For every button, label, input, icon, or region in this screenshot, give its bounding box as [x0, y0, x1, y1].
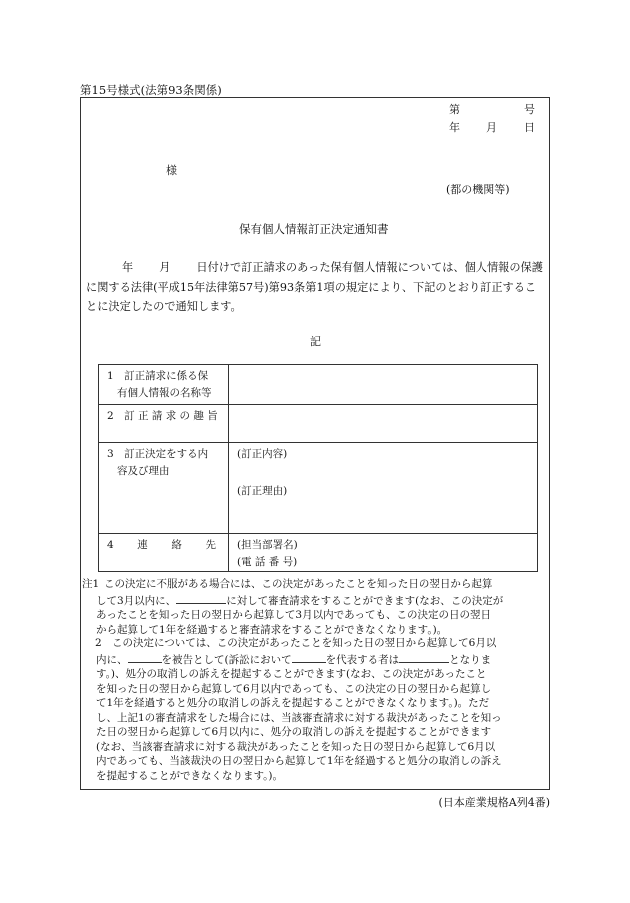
date-day: 日: [524, 121, 535, 134]
items-table: [98, 364, 538, 572]
body-text: 日付けで訂正請求のあった保有個人情報については、個人情報の保護に関する法律(平成15年法律第57号)第93条第1項の規定により、下記のとおり訂正することに決定したので通知します。: [86, 261, 543, 313]
date-year: 年: [449, 121, 460, 134]
body-month: 月: [159, 261, 171, 274]
ki-label: 記: [310, 335, 321, 348]
row2-label: 2 訂 正 請 求 の 趣 旨: [99, 405, 229, 443]
row1-content: [229, 365, 538, 405]
row4-content: (担当部署名) (電 話 番 号): [229, 534, 538, 572]
row3-content: (訂正内容) (訂正理由): [229, 443, 538, 534]
note-2: 2 この決定については、この決定があったことを知った日の翌日から起算して6月以 内に、 を被告として(訴訟において を代表する者は となりま す。)、処分の取消しの訴えを提起することができます(なお、この決定があったこと を知った日の翌日から起算して6月以内であっても、この決定の日の翌日から起算し て1年を経過すると処分の取消しの訴えを提起することができなくなります。)。ただ し、上記1の審査請求をした場合には、当該審査請求に対する裁決があったことを知っ た日の翌日から起算して6月以内に、処分の取消しの訴えを提起することができます (なお、当該審査請求に対する裁決があったことを知った日の翌日から起算して6月以 内であっても、当該裁決の日の翌日から起算して1年を経過すると処分の取消しの訴え を提起することができなくなります。)。: [95, 637, 502, 782]
document-title: 保有個人情報訂正決定通知書: [239, 222, 389, 236]
body-year: 年: [122, 261, 134, 274]
number-prefix: 第: [449, 103, 460, 116]
row1-label: 1 訂正請求に係る保 有個人情報の名称等: [99, 365, 229, 405]
row4-label: 4 連 絡 先: [99, 534, 229, 572]
note-1: 注1 この決定に不服がある場合には、この決定があったことを知った日の翌日から起算 して3月以内に、 に対して審査請求をすることができます(なお、この決定が あったことを知った日の翌日から起算して3月以内であっても、この決定の日の翌日 から起算して1年を経過すると審査請求をすることができなくなります。)。: [82, 578, 504, 636]
number-suffix: 号: [524, 103, 535, 116]
row3-label: 3 訂正決定をする内 容及び理由: [99, 443, 229, 534]
date-month: 月: [486, 121, 497, 134]
addressee-suffix: 様: [166, 164, 177, 177]
form-number: 第15号様式(法第93条関係): [80, 83, 222, 97]
row2-content: [229, 405, 538, 443]
paper-standard: (日本産業規格A列4番): [438, 796, 550, 809]
issuer: (都の機関等): [446, 183, 510, 196]
body-paragraph: [86, 258, 544, 317]
